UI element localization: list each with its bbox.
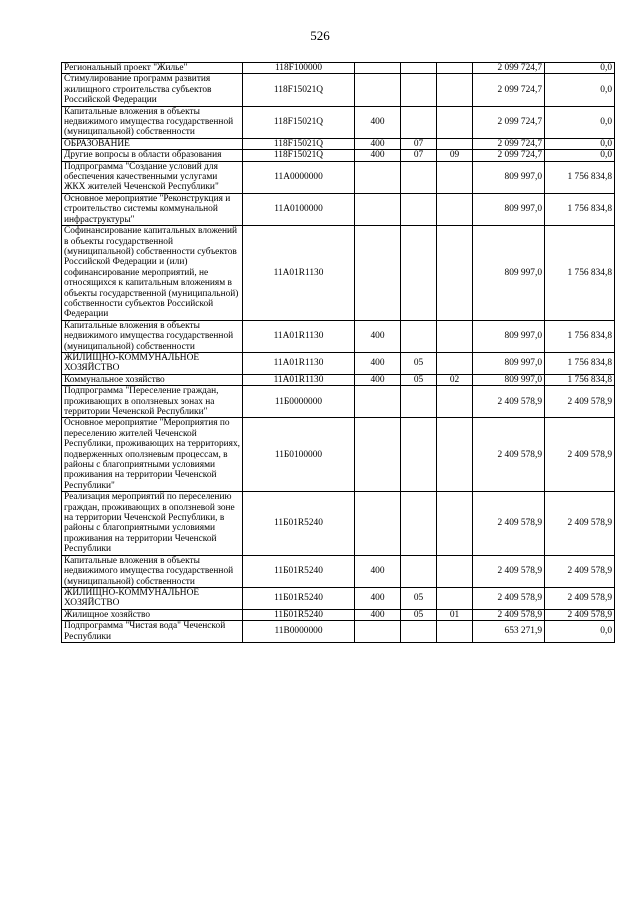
row-name-cell: ЖИЛИЩНО-КОММУНАЛЬНОЕ ХОЗЯЙСТВО xyxy=(62,587,243,609)
subsection-cell xyxy=(437,138,473,149)
expense-type-cell xyxy=(355,161,401,193)
amount-year1-cell: 809 997,0 xyxy=(473,226,545,321)
expense-type-cell xyxy=(355,74,401,106)
section-cell: 05 xyxy=(401,374,437,385)
table-row xyxy=(62,226,615,321)
table-row xyxy=(62,609,615,620)
section-cell: 05 xyxy=(401,352,437,374)
target-code-cell: 11В0000000 xyxy=(243,621,355,643)
target-code-cell: 118F15021Q xyxy=(243,138,355,149)
table-row xyxy=(62,193,615,225)
amount-year1-cell: 2 409 578,9 xyxy=(473,555,545,587)
expense-type-cell: 400 xyxy=(355,609,401,620)
amount-year2-cell: 0,0 xyxy=(545,621,615,643)
section-cell xyxy=(401,161,437,193)
row-name-cell: Основное мероприятие "Мероприятия по переселению жителей Чеченской Республики, проживающих на территориях, подверженных оползневым процессам, в районы с благоприятными условиями проживания на территории Чеченской Республики" xyxy=(62,418,243,492)
subsection-cell xyxy=(437,161,473,193)
table-row xyxy=(62,161,615,193)
subsection-cell: 09 xyxy=(437,150,473,161)
amount-year1-cell: 2 409 578,9 xyxy=(473,418,545,492)
table-row xyxy=(62,492,615,555)
expense-type-cell: 400 xyxy=(355,555,401,587)
amount-year2-cell: 2 409 578,9 xyxy=(545,386,615,418)
expense-type-cell: 400 xyxy=(355,352,401,374)
row-name-cell: Подпрограмма "Переселение граждан, проживающих в оползневых зонах на территории Чеченской Республики" xyxy=(62,386,243,418)
amount-year2-cell: 1 756 834,8 xyxy=(545,161,615,193)
row-name-cell: Капитальные вложения в объекты недвижимого имущества государственной (муниципальной) собственности xyxy=(62,320,243,352)
row-name-cell: Другие вопросы в области образования xyxy=(62,150,243,161)
amount-year2-cell: 2 409 578,9 xyxy=(545,609,615,620)
row-name-cell: ЖИЛИЩНО-КОММУНАЛЬНОЕ ХОЗЯЙСТВО xyxy=(62,352,243,374)
table-row xyxy=(62,74,615,106)
target-code-cell: 11А01R1130 xyxy=(243,374,355,385)
amount-year2-cell: 1 756 834,8 xyxy=(545,226,615,321)
section-cell xyxy=(401,63,437,74)
amount-year1-cell: 2 409 578,9 xyxy=(473,609,545,620)
subsection-cell xyxy=(437,226,473,321)
target-code-cell: 11Б0100000 xyxy=(243,418,355,492)
amount-year1-cell: 2 099 724,7 xyxy=(473,106,545,138)
amount-year1-cell: 809 997,0 xyxy=(473,352,545,374)
section-cell xyxy=(401,418,437,492)
amount-year2-cell: 0,0 xyxy=(545,74,615,106)
target-code-cell: 118F15021Q xyxy=(243,106,355,138)
subsection-cell xyxy=(437,193,473,225)
table-row xyxy=(62,106,615,138)
amount-year1-cell: 2 099 724,7 xyxy=(473,138,545,149)
row-name-cell: Подпрограмма "Создание условий для обеспечения качественными услугами ЖКХ жителей Чеченской Республики" xyxy=(62,161,243,193)
amount-year1-cell: 2 409 578,9 xyxy=(473,587,545,609)
target-code-cell: 11А0100000 xyxy=(243,193,355,225)
subsection-cell: 01 xyxy=(437,609,473,620)
row-name-cell: Реализация мероприятий по переселению граждан, проживающих в оползневой зоне на территории Чеченской Республики, в районы с благоприятными условиями проживания на территории Чеченской Республики xyxy=(62,492,243,555)
amount-year2-cell: 0,0 xyxy=(545,138,615,149)
subsection-cell xyxy=(437,352,473,374)
section-cell: 07 xyxy=(401,138,437,149)
amount-year2-cell: 2 409 578,9 xyxy=(545,492,615,555)
section-cell xyxy=(401,226,437,321)
expense-type-cell xyxy=(355,418,401,492)
subsection-cell xyxy=(437,587,473,609)
amount-year1-cell: 2 409 578,9 xyxy=(473,386,545,418)
expense-type-cell: 400 xyxy=(355,150,401,161)
amount-year1-cell: 653 271,9 xyxy=(473,621,545,643)
target-code-cell: 11А01R1130 xyxy=(243,226,355,321)
expense-type-cell: 400 xyxy=(355,320,401,352)
target-code-cell: 118F100000 xyxy=(243,63,355,74)
amount-year2-cell: 1 756 834,8 xyxy=(545,320,615,352)
target-code-cell: 11Б01R5240 xyxy=(243,492,355,555)
target-code-cell: 11Б01R5240 xyxy=(243,609,355,620)
target-code-cell: 11Б0000000 xyxy=(243,386,355,418)
row-name-cell: Капитальные вложения в объекты недвижимого имущества государственной (муниципальной) собственности xyxy=(62,555,243,587)
target-code-cell: 118F15021Q xyxy=(243,150,355,161)
table-body xyxy=(62,63,615,643)
amount-year1-cell: 2 099 724,7 xyxy=(473,150,545,161)
amount-year1-cell: 2 099 724,7 xyxy=(473,74,545,106)
subsection-cell xyxy=(437,320,473,352)
row-name-cell: Стимулирование программ развития жилищного строительства субъектов Российской Федерации xyxy=(62,74,243,106)
table-row xyxy=(62,555,615,587)
subsection-cell xyxy=(437,106,473,138)
row-name-cell: ОБРАЗОВАНИЕ xyxy=(62,138,243,149)
amount-year1-cell: 809 997,0 xyxy=(473,193,545,225)
expense-type-cell xyxy=(355,226,401,321)
row-name-cell: Жилищное хозяйство xyxy=(62,609,243,620)
table-row xyxy=(62,138,615,149)
table-row xyxy=(62,386,615,418)
subsection-cell xyxy=(437,74,473,106)
section-cell xyxy=(401,193,437,225)
row-name-cell: Региональный проект "Жилье" xyxy=(62,63,243,74)
amount-year2-cell: 0,0 xyxy=(545,63,615,74)
section-cell xyxy=(401,621,437,643)
row-name-cell: Капитальные вложения в объекты недвижимого имущества государственной (муниципальной) собственности xyxy=(62,106,243,138)
budget-table xyxy=(61,62,615,643)
amount-year2-cell: 2 409 578,9 xyxy=(545,555,615,587)
expense-type-cell: 400 xyxy=(355,374,401,385)
amount-year2-cell: 1 756 834,8 xyxy=(545,193,615,225)
subsection-cell xyxy=(437,555,473,587)
target-code-cell: 11Б01R5240 xyxy=(243,587,355,609)
target-code-cell: 11А0000000 xyxy=(243,161,355,193)
table-row xyxy=(62,352,615,374)
table-row xyxy=(62,418,615,492)
amount-year1-cell: 809 997,0 xyxy=(473,161,545,193)
subsection-cell xyxy=(437,63,473,74)
section-cell xyxy=(401,492,437,555)
row-name-cell: Основное мероприятие "Реконструкция и строительство системы коммунальной инфраструктуры" xyxy=(62,193,243,225)
amount-year1-cell: 2 099 724,7 xyxy=(473,63,545,74)
subsection-cell: 02 xyxy=(437,374,473,385)
table-row xyxy=(62,587,615,609)
target-code-cell: 11Б01R5240 xyxy=(243,555,355,587)
section-cell: 05 xyxy=(401,609,437,620)
target-code-cell: 118F15021Q xyxy=(243,74,355,106)
section-cell: 07 xyxy=(401,150,437,161)
expense-type-cell xyxy=(355,621,401,643)
table-row xyxy=(62,374,615,385)
subsection-cell xyxy=(437,621,473,643)
target-code-cell: 11А01R1130 xyxy=(243,352,355,374)
amount-year2-cell: 0,0 xyxy=(545,106,615,138)
amount-year2-cell: 2 409 578,9 xyxy=(545,418,615,492)
section-cell xyxy=(401,320,437,352)
row-name-cell: Подпрограмма "Чистая вода" Чеченской Республики xyxy=(62,621,243,643)
row-name-cell: Коммунальное хозяйство xyxy=(62,374,243,385)
expense-type-cell: 400 xyxy=(355,587,401,609)
section-cell: 05 xyxy=(401,587,437,609)
target-code-cell: 11А01R1130 xyxy=(243,320,355,352)
subsection-cell xyxy=(437,418,473,492)
amount-year1-cell: 809 997,0 xyxy=(473,374,545,385)
section-cell xyxy=(401,74,437,106)
amount-year2-cell: 0,0 xyxy=(545,150,615,161)
expense-type-cell: 400 xyxy=(355,106,401,138)
expense-type-cell xyxy=(355,193,401,225)
amount-year1-cell: 809 997,0 xyxy=(473,320,545,352)
amount-year1-cell: 2 409 578,9 xyxy=(473,492,545,555)
row-name-cell: Софинансирование капитальных вложений в объекты государственной (муниципальной) собственности субъектов Российской Федерации и (или) софинансирование мероприятий, не относящихся к капитальным вложениям в объекты государственной (муниципальной) собственности субъектов Российской Федерации xyxy=(62,226,243,321)
expense-type-cell xyxy=(355,386,401,418)
table-row xyxy=(62,621,615,643)
table-row xyxy=(62,320,615,352)
table-row xyxy=(62,150,615,161)
expense-type-cell xyxy=(355,492,401,555)
section-cell xyxy=(401,386,437,418)
amount-year2-cell: 1 756 834,8 xyxy=(545,374,615,385)
subsection-cell xyxy=(437,492,473,555)
section-cell xyxy=(401,555,437,587)
section-cell xyxy=(401,106,437,138)
amount-year2-cell: 2 409 578,9 xyxy=(545,587,615,609)
table-row xyxy=(62,63,615,74)
expense-type-cell xyxy=(355,63,401,74)
subsection-cell xyxy=(437,386,473,418)
amount-year2-cell: 1 756 834,8 xyxy=(545,352,615,374)
expense-type-cell: 400 xyxy=(355,138,401,149)
page-number: 526 xyxy=(310,28,330,43)
